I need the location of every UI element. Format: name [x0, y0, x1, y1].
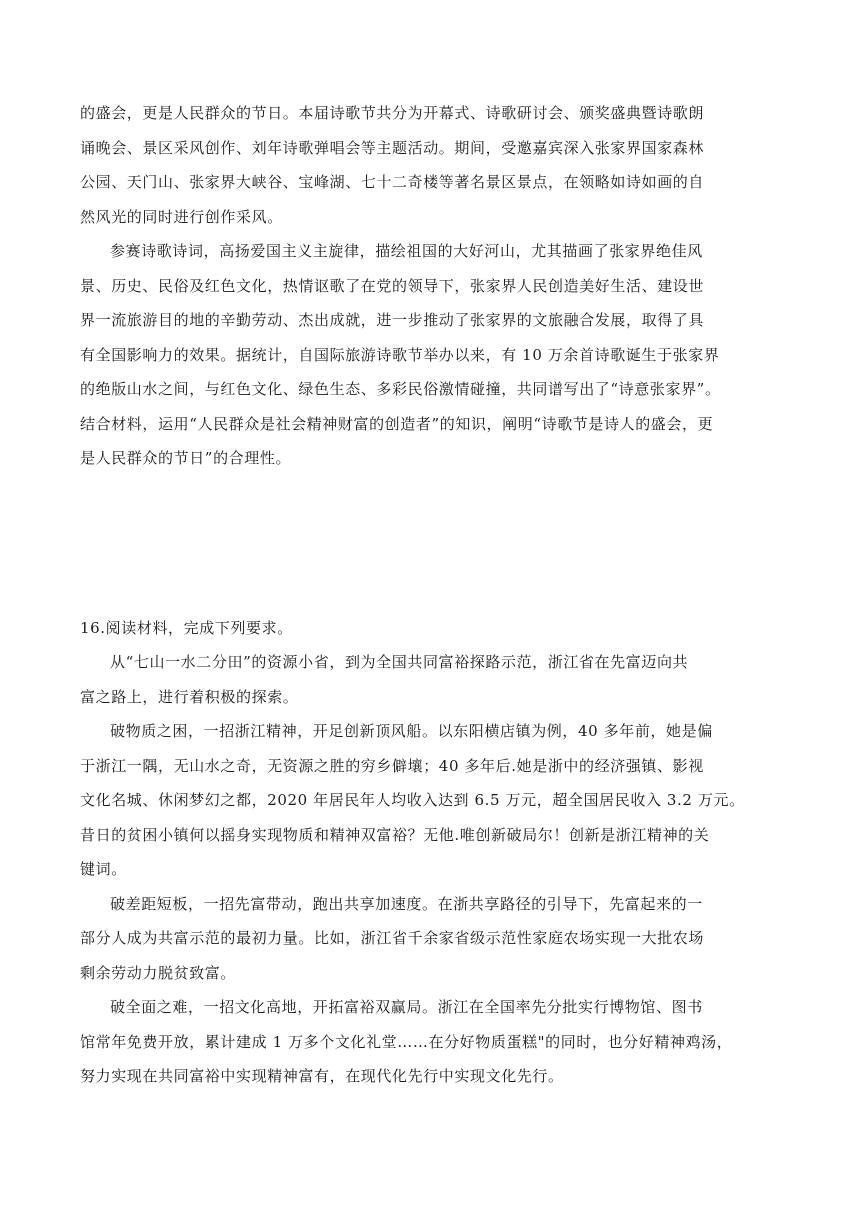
text-line: 结合材料，运用“人民群众是社会精神财富的创造者”的知识，阐明“诗歌节是诗人的盛会，更: [80, 414, 714, 433]
text-line: 馆常年免费开放，累计建成 1 万多个文化礼堂……在分好物质蛋糕"的同时，也分好精神鸡汤，: [80, 1032, 733, 1051]
text-line: 界一流旅游目的地的辛勤劳动、杰出成就，进一步推动了张家界的文旅融合发展，取得了具: [80, 311, 705, 329]
text-line: 的盛会，更是人民群众的节日。本届诗歌节共分为开幕式、诗歌研讨会、颁奖盛典暨诗歌朗: [80, 104, 705, 122]
section-16-paragraph-1: [80, 645, 780, 714]
text-line: 努力实现在共同富裕中实现精神富有，在现代化先行中实现文化先行。: [80, 1067, 564, 1085]
section-16-paragraph-4: [80, 990, 780, 1094]
text-line: 然风光的同时进行创作采风。: [80, 207, 283, 226]
section-15-paragraph-1: [80, 96, 780, 234]
text-line: 公园、天门山、张家界大峡谷、宝峰湖、七十二奇楼等著名景区景点，在领略如诗如画的自: [80, 173, 705, 191]
text-line: 破全面之难，一招文化高地，开拓富裕双赢局。浙江在全国率先分批实行博物馆、图书: [110, 998, 703, 1016]
text-line: 是人民群众的节日”的合理性。: [80, 449, 292, 467]
section-15-question: [80, 407, 780, 476]
answer-space: [80, 476, 780, 611]
section-16-paragraph-3: [80, 887, 780, 991]
text-line: 富之路上，进行着积极的探索。: [80, 687, 299, 706]
text-line: 文化名城、休闲梦幻之都，2020 年居民年人均收入达到 6.5 万元，超全国居民收入 3.2 万元。: [80, 791, 745, 809]
text-line: 破物质之困，一招浙江精神，开足创新顶风船。以东阳横店镇为例，40 多年前，她是偏: [110, 722, 713, 740]
text-line: 诵晚会、景区采风创作、刘年诗歌弹唱会等主题活动。期间，受邀嘉宾深入张家界国家森林: [80, 138, 705, 157]
text-line: 参赛诗歌诗词，高扬爱国主义主旋律，描绘祖国的大好河山，尤其描画了张家界绝佳风: [110, 242, 703, 260]
text-line: 从“七山一水二分田”的资源小省，到为全国共同富裕探路示范，浙江省在先富迈向共: [110, 653, 689, 671]
document-page: [80, 96, 780, 1094]
text-line: 昔日的贫困小镇何以摇身实现物质和精神双富裕？无他.唯创新破局尔！创新是浙江精神的关: [80, 825, 710, 844]
text-line: 键词。: [80, 860, 127, 878]
text-line: 部分人成为共富示范的最初力量。比如，浙江省千余家省级示范性家庭农场实现一大批农场: [80, 929, 705, 947]
question-16-heading: 16.阅读材料，完成下列要求。: [80, 618, 293, 637]
text-line: 景、历史、民俗及红色文化，热情讴歌了在党的领导下，张家界人民创造美好生活、建设世: [80, 276, 705, 295]
text-line: 有全国影响力的效果。据统计，自国际旅游诗歌节举办以来，有 10 万余首诗歌诞生于张家界: [80, 345, 720, 364]
section-15-paragraph-2: [80, 234, 780, 407]
text-line: 的绝版山水之间，与红色文化、绿色生态、多彩民俗激情碰撞，共同谱写出了“诗意张家界”。: [80, 380, 721, 398]
text-line: 破差距短板，一招先富带动，跑出共享加速度。在浙共享路径的引导下，先富起来的一: [110, 894, 703, 913]
section-16-paragraph-2: [80, 714, 780, 887]
text-line: 剩余劳动力脱贫致富。: [80, 963, 237, 982]
text-line: 于浙江一隅，无山水之奇，无资源之胜的穷乡僻壤；40 多年后.她是浙中的经济强镇、影视: [80, 756, 704, 775]
